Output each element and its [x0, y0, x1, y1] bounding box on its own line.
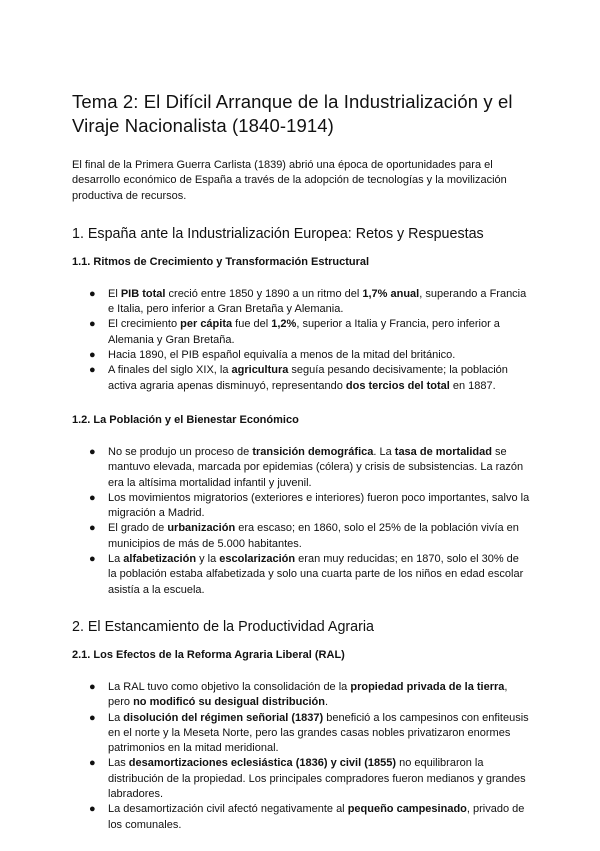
- text-run: en 1887.: [449, 379, 496, 392]
- text-run: El grado de: [108, 522, 168, 535]
- text-run: fue del: [232, 318, 272, 331]
- text-run: , superando a Francia e Italia, pero inferior a Gran Bretaña y Alemania.: [108, 287, 527, 316]
- bold-text: alfabetización: [123, 553, 197, 566]
- bullet-icon: ●: [89, 364, 96, 377]
- bold-text: tasa de mortalidad: [394, 445, 492, 458]
- section-2-heading: 2. El Estancamiento de la Productividad Agraria: [72, 618, 374, 635]
- text-run: , privado de los comunales.: [108, 803, 525, 831]
- bullet-icon: ●: [89, 522, 96, 535]
- document-page: [72, 90, 530, 851]
- bold-text: per cápita: [180, 318, 233, 331]
- list-item: [72, 491, 530, 522]
- text-run: eran muy reducidas; en 1870, solo el 30% de la población estaba alfabetizada y solo una cuarta parte de los niños en edad escolar asistía a la escuela.: [108, 553, 524, 596]
- bullet-icon: ●: [89, 757, 96, 770]
- bold-text: desamortizaciones eclesiástica (1836) y civil (1855): [128, 757, 397, 770]
- text-run: . La: [373, 445, 395, 458]
- intro-paragraph: El final de la Primera Guerra Carlista (1839) abrió una época de oportunidades para el desarrollo económico de España a través de la adopción de tecnologías y la movilización productiva de recursos.: [72, 159, 507, 202]
- subsection-1-1-list: [72, 287, 530, 394]
- text-run: , superior a Italia y Francia, pero inferior a Alemania y Gran Bretaña.: [108, 318, 500, 346]
- bullet-icon: ●: [89, 803, 96, 816]
- list-item: [72, 552, 530, 598]
- bold-text: transición demográfica: [252, 445, 374, 458]
- subsection-2-1-list: [72, 680, 530, 833]
- subsection-1-2-heading: 1.2. La Población y el Bienestar Económico: [72, 413, 299, 426]
- bold-text: disolución del régimen señorial (1837): [123, 711, 324, 724]
- text-run: y la: [196, 553, 220, 566]
- bold-text: PIB total: [120, 287, 166, 300]
- bullet-icon: ●: [89, 711, 96, 724]
- list-item: [72, 521, 530, 552]
- list-item: [72, 287, 530, 318]
- list-item: [72, 445, 530, 491]
- section-1-heading: 1. España ante la Industrialización Europea: Retos y Respuestas: [72, 225, 484, 242]
- bullet-icon: ●: [89, 491, 96, 504]
- bullet-icon: ●: [89, 318, 96, 331]
- text-run: era escaso; en 1860, solo el 25% de la población vivía en municipios de más de 5.000 habitantes.: [108, 522, 519, 550]
- text-run: La desamortización civil afectó negativamente al: [108, 803, 348, 816]
- bold-text: 1,7% anual: [362, 287, 420, 300]
- bullet-icon: ●: [89, 287, 96, 300]
- subsection-1-2-list: [72, 445, 530, 598]
- text-run: , pero: [108, 680, 508, 709]
- bold-text: escolarización: [219, 553, 296, 566]
- bold-text: agricultura: [231, 364, 289, 377]
- text-run: La: [108, 711, 124, 724]
- list-item: [72, 711, 530, 757]
- bold-text: propiedad privada de la tierra: [350, 680, 505, 693]
- bold-text: no modificó su desigual distribución: [133, 696, 325, 709]
- bullet-icon: ●: [89, 553, 96, 566]
- page-title: Tema 2: El Difícil Arranque de la Industrialización y el Viraje Nacionalista (1840-1914): [72, 91, 513, 136]
- subsection-2-1-heading: 2.1. Los Efectos de la Reforma Agraria Liberal (RAL): [72, 648, 345, 661]
- text-run: Las: [108, 757, 129, 770]
- text-run: Hacia 1890, el PIB español equivalía a menos de la mitad del británico.: [108, 349, 456, 362]
- bullet-icon: ●: [89, 349, 96, 362]
- text-run: .: [324, 696, 329, 709]
- text-run: A finales del siglo XIX, la: [108, 364, 232, 377]
- text-run: benefició a los campesinos con enfiteusis en el norte y la Meseta Norte, pero las grandes casas nobles privatizaron enormes patrimonios en la mitad meridional.: [108, 711, 529, 755]
- text-run: El: [108, 287, 121, 300]
- text-run: La: [108, 553, 124, 566]
- list-item: [72, 363, 530, 394]
- bold-text: dos tercios del total: [345, 379, 450, 392]
- bold-text: 1,2%: [271, 318, 297, 331]
- list-item: [72, 348, 530, 363]
- text-run: No se produjo un proceso de: [108, 445, 253, 458]
- text-run: Los movimientos migratorios (exteriores e interiores) fueron poco importantes, salvo la migración a Madrid.: [108, 491, 530, 520]
- bold-text: pequeño campesinado: [347, 803, 467, 816]
- text-run: creció entre 1850 y 1890 a un ritmo del: [165, 287, 363, 300]
- text-run: se mantuvo elevada, marcada por epidemias (cólera) y crisis de subsistencias. La razón era la altísima mortalidad infantil y juvenil.: [108, 445, 524, 489]
- list-item: [72, 756, 530, 802]
- list-item: [72, 317, 530, 348]
- bullet-icon: ●: [89, 445, 96, 458]
- text-run: El crecimiento: [108, 318, 181, 331]
- bullet-icon: ●: [89, 680, 96, 693]
- text-run: seguía pesando decisivamente; la población activa agraria apenas disminuyó, representando: [108, 364, 508, 392]
- subsection-1-1-heading: 1.1. Ritmos de Crecimiento y Transformación Estructural: [72, 255, 370, 268]
- list-item: [72, 802, 530, 833]
- bold-text: urbanización: [167, 522, 236, 535]
- list-item: [72, 680, 530, 711]
- text-run: no equilibraron la distribución de la propiedad. Los principales compradores fueron medianos y grandes labradores.: [108, 757, 526, 801]
- text-run: La RAL tuvo como objetivo la consolidación de la: [108, 680, 351, 693]
